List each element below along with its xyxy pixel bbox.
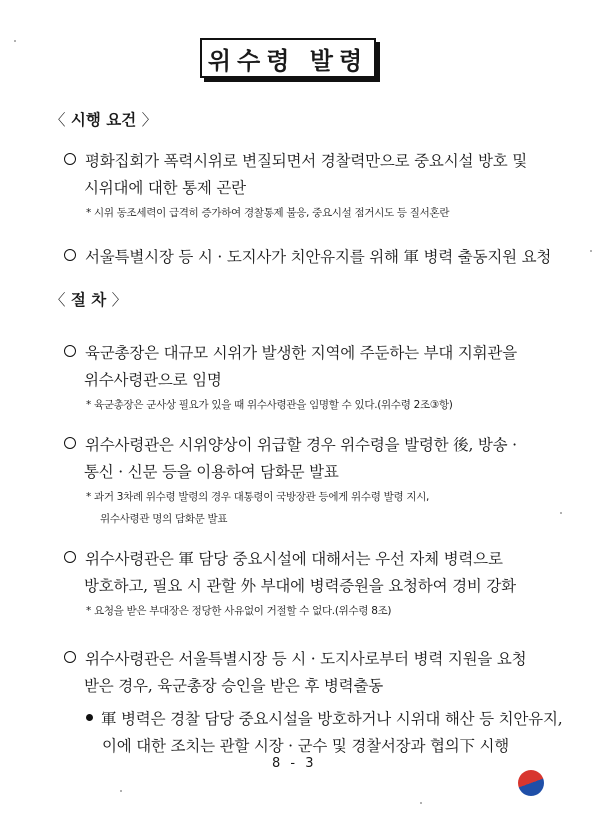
list-item <box>64 148 564 224</box>
page-title: 위수령 발령 <box>200 38 376 78</box>
circle-bullet-icon <box>64 249 76 261</box>
item-line: 위수사령관은 서울특별시장 등 시 · 도지사로부터 병력 지원을 요청 <box>64 646 564 673</box>
scan-speck <box>560 512 562 514</box>
item-note: * 요청을 받은 부대장은 정당한 사유없이 거절할 수 없다.(위수령 8조) <box>86 605 392 617</box>
list-item <box>64 646 564 700</box>
circle-bullet-icon <box>64 651 76 663</box>
item-line: 통신 · 신문 등을 이용하여 담화문 발표 <box>84 463 339 481</box>
sub-bullet-item <box>86 706 586 760</box>
taegeuk-emblem-icon <box>518 770 544 796</box>
item-line: 서울특별시장 등 시 · 도지사가 치안유지를 위해 軍 병력 출동지원 요청 <box>64 244 564 271</box>
item-note: * 시위 동조세력이 급격히 증가하여 경찰통제 불응, 중요시설 점거시도 등 질서혼란 <box>86 207 450 219</box>
item-line: 평화집회가 폭력시위로 변질되면서 경찰력만으로 중요시설 방호 및 <box>64 148 564 175</box>
circle-bullet-icon <box>64 345 76 357</box>
section-label: 절 차 <box>70 291 107 309</box>
item-line: 위수사령관은 軍 담당 중요시설에 대해서는 우선 자체 병력으로 <box>64 546 564 573</box>
close-bracket: 〉 <box>141 111 158 129</box>
circle-bullet-icon <box>64 437 76 449</box>
filled-bullet-icon <box>86 714 93 721</box>
circle-bullet-icon <box>64 153 76 165</box>
scan-speck <box>14 40 16 42</box>
item-line: 위수사령관은 시위양상이 위급할 경우 위수령을 발령한 後, 방송 · <box>64 432 564 459</box>
item-line: 방호하고, 필요 시 관할 外 부대에 병력증원을 요청하여 경비 강화 <box>84 577 516 595</box>
scan-speck <box>420 802 422 804</box>
list-item <box>64 244 564 271</box>
list-item <box>64 340 564 416</box>
item-line: 위수사령관으로 임명 <box>84 371 222 389</box>
circle-bullet-icon <box>64 551 76 563</box>
item-note: 위수사령관 명의 담화문 발표 <box>100 513 228 525</box>
list-item <box>64 432 564 530</box>
open-bracket: 〈 <box>50 111 66 129</box>
section-heading-procedure <box>50 288 127 310</box>
close-bracket: 〉 <box>111 291 128 309</box>
item-line: 육군총장은 대규모 시위가 발생한 지역에 주둔하는 부대 지휘관을 <box>64 340 564 367</box>
item-line: 시위대에 대한 통제 곤란 <box>84 179 246 197</box>
list-item <box>64 546 564 622</box>
section-label: 시행 요건 <box>70 111 137 129</box>
item-line: 軍 병력은 경찰 담당 중요시설을 방호하거나 시위대 해산 등 치안유지, <box>86 706 586 733</box>
page-number: 8 - 3 <box>272 756 317 771</box>
item-note: * 과거 3차례 위수령 발령의 경우 대통령이 국방장관 등에게 위수령 발령 지시, <box>86 491 430 503</box>
scan-speck <box>590 250 592 252</box>
open-bracket: 〈 <box>50 291 66 309</box>
item-line: 이에 대한 조치는 관할 시장 · 군수 및 경찰서장과 협의下 시행 <box>102 737 510 755</box>
item-line: 받은 경우, 육군총장 승인을 받은 후 병력출동 <box>84 677 384 695</box>
item-note: * 육군총장은 군사상 필요가 있을 때 위수사령관을 임명할 수 있다.(위수령 2조③항) <box>86 399 453 411</box>
scan-speck <box>120 790 122 792</box>
section-heading-requirements <box>50 108 157 130</box>
